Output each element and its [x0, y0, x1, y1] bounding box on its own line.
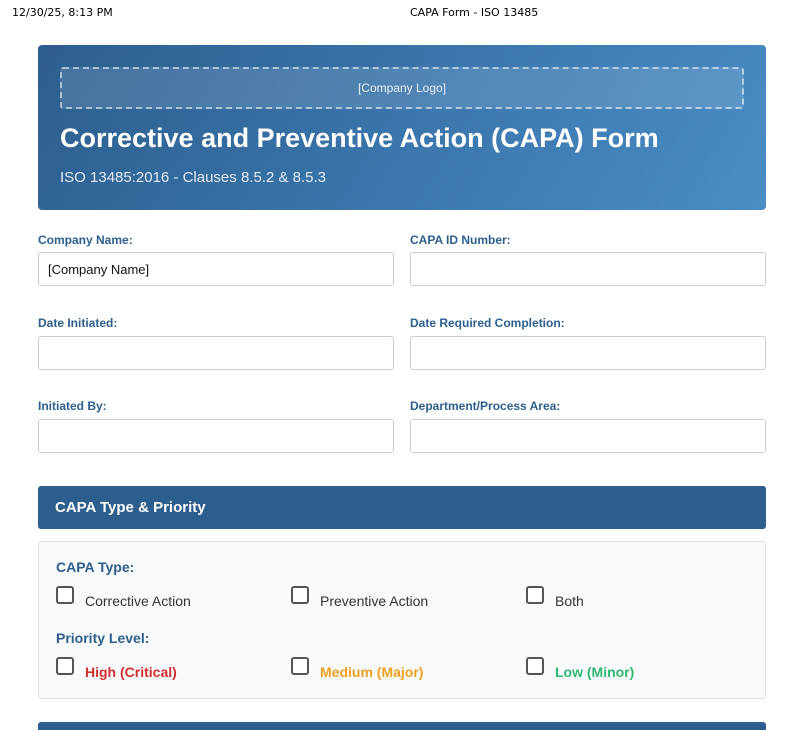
priority-high-checkbox[interactable]	[56, 657, 74, 675]
priority-medium-option[interactable]	[291, 658, 423, 680]
section-header-type-priority: CAPA Type & Priority	[38, 486, 766, 529]
capa-type-corrective-option[interactable]	[56, 587, 191, 609]
both-label: Both	[555, 593, 584, 609]
capa-type-label: CAPA Type:	[56, 559, 135, 575]
date-initiated-label: Date Initiated:	[38, 316, 118, 330]
form-title: Corrective and Preventive Action (CAPA) Form	[60, 123, 659, 153]
capa-type-preventive-option[interactable]	[291, 587, 428, 609]
priority-low-label: Low (Minor)	[555, 664, 635, 680]
print-document-title: CAPA Form - ISO 13485	[410, 6, 539, 19]
initiated-by-label: Initiated By:	[38, 399, 107, 413]
type-priority-panel	[38, 541, 766, 699]
form-subtitle: ISO 13485:2016 - Clauses 8.5.2 & 8.5.3	[60, 169, 327, 186]
initiated-by-input[interactable]	[38, 419, 394, 453]
priority-medium-checkbox[interactable]	[291, 657, 309, 675]
capa-id-input[interactable]	[410, 252, 766, 286]
date-initiated-input[interactable]	[38, 336, 394, 370]
print-datetime: 12/30/25, 8:13 PM	[12, 6, 113, 19]
next-section-header	[38, 722, 766, 730]
priority-high-option[interactable]	[56, 658, 177, 680]
department-label: Department/Process Area:	[410, 399, 561, 413]
date-required-input[interactable]	[410, 336, 766, 370]
preventive-action-checkbox[interactable]	[291, 586, 309, 604]
company-name-label: Company Name:	[38, 233, 133, 247]
priority-low-option[interactable]	[526, 658, 634, 680]
priority-high-label: High (Critical)	[85, 664, 177, 680]
preventive-action-label: Preventive Action	[320, 593, 429, 609]
priority-medium-label: Medium (Major)	[320, 664, 424, 680]
priority-low-checkbox[interactable]	[526, 657, 544, 675]
date-required-label: Date Required Completion:	[410, 316, 565, 330]
capa-type-both-option[interactable]	[526, 587, 584, 609]
both-checkbox[interactable]	[526, 586, 544, 604]
priority-level-label: Priority Level:	[56, 630, 150, 646]
form-header-banner	[38, 45, 766, 210]
department-input[interactable]	[410, 419, 766, 453]
capa-id-label: CAPA ID Number:	[410, 233, 511, 247]
corrective-action-checkbox[interactable]	[56, 586, 74, 604]
corrective-action-label: Corrective Action	[85, 593, 191, 609]
company-logo-placeholder: [Company Logo]	[60, 67, 744, 109]
company-name-input[interactable]	[38, 252, 394, 286]
